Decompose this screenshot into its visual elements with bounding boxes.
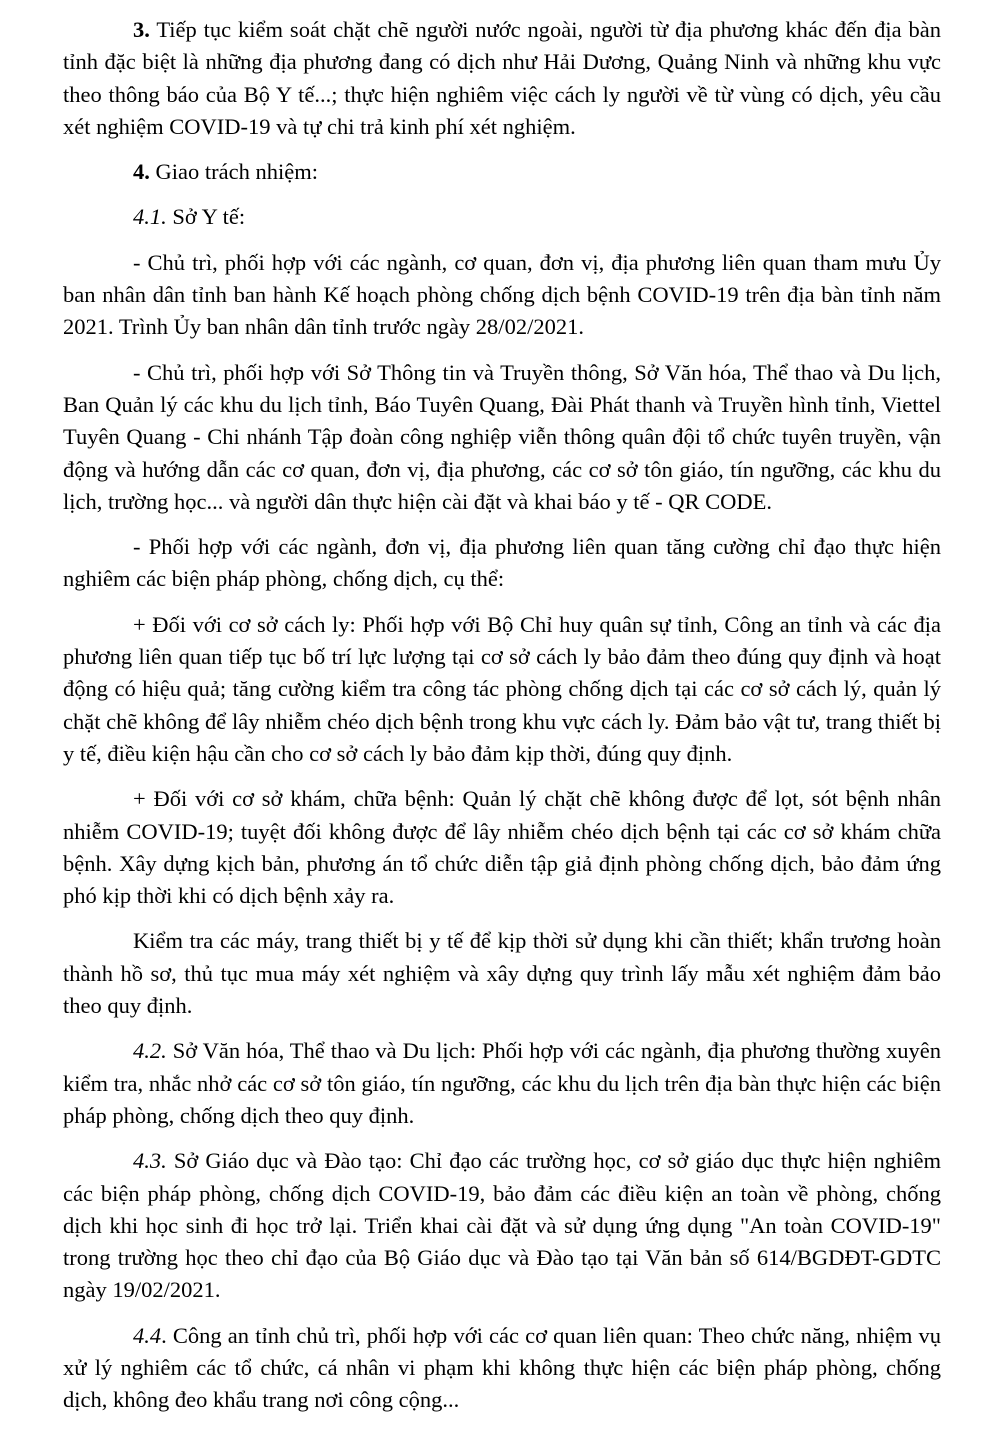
paragraph-item-coordinate xyxy=(63,531,941,596)
subsection-number: 4.1. xyxy=(133,204,167,230)
paragraph-item-isolation xyxy=(63,609,941,770)
paragraph-text: - Chủ trì, phối hợp với Sở Thông tin và Truyền thông, Sở Văn hóa, Thể thao và Du lịch, Ban Quản lý các khu du lịch tỉnh, Báo Tuyên Quang, Đài Phát thanh và Truyền hình tỉnh, Viettel Tuyên Quang - Chi nhánh Tập đoàn công nghiệp viễn thông quân đội tổ chức tuyên truyền, vận động và hướng dẫn các cơ quan, đơn vị, địa phương, các cơ sở tôn giáo, tín ngưỡng, các khu du lịch, trường học... và người dân thực hiện cài đặt và khai báo y tế - QR CODE. xyxy=(63,359,941,514)
paragraph-text: Sở Y tế: xyxy=(166,204,246,230)
paragraph-text: Tiếp tục kiểm soát chặt chẽ người nước ngoài, người từ địa phương khác đến địa bàn tỉnh đặc biệt là những địa phương đang có dịch như Hải Dương, Quảng Ninh và những khu vực theo thông báo của Bộ Y tế...; thực hiện nghiêm việc cách ly người về từ vùng có dịch, yêu cầu xét nghiệm COVID-19 và tự chi trả kinh phí xét nghiệm. xyxy=(63,17,941,139)
paragraph-item-medical-facility xyxy=(63,783,941,912)
paragraph-item-equipment xyxy=(63,925,941,1022)
paragraph-text: + Đối với cơ sở cách ly: Phối hợp với Bộ Chỉ huy quân sự tỉnh, Công an tỉnh và các địa phương liên quan tiếp tục bố trí lực lượng tại cơ sở cách ly bảo đảm theo đúng quy định và hoạt động có hiệu quả; tăng cường kiểm tra công tác phòng chống dịch tại các cơ sở cách lý, quản lý chặt chẽ không để lây nhiễm chéo dịch bệnh trong khu vực cách ly. Đảm bảo vật tư, trang thiết bị y tế, điều kiện hậu cần cho cơ sở cách ly bảo đảm kịp thời, đúng quy định. xyxy=(63,611,941,766)
subsection-number: 4.3. xyxy=(133,1148,167,1174)
paragraph-subsection-4-4 xyxy=(63,1320,941,1417)
subsection-number: 4.4 xyxy=(133,1322,162,1348)
paragraph-subsection-4-3 xyxy=(63,1145,941,1306)
paragraph-section-4 xyxy=(63,156,941,188)
document-page xyxy=(63,14,941,1430)
paragraph-section-3 xyxy=(63,14,941,143)
section-number: 3. xyxy=(133,17,150,42)
paragraph-text: . Công an tỉnh chủ trì, phối hợp với các cơ quan liên quan: Theo chức năng, nhiệm vụ xử lý nghiêm các tổ chức, cá nhân vi phạm khi không thực hiện các biện pháp phòng, chống dịch, không đeo khẩu trang nơi công cộng... xyxy=(63,1322,941,1413)
paragraph-text: - Chủ trì, phối hợp với các ngành, cơ quan, đơn vị, địa phương liên quan tham mưu Ủy ban nhân dân tỉnh ban hành Kế hoạch phòng chống dịch bệnh COVID-19 trên địa bàn tỉnh năm 2021. Trình Ủy ban nhân dân tỉnh trước ngày 28/02/2021. xyxy=(63,249,941,340)
paragraph-text: Giao trách nhiệm: xyxy=(149,159,318,185)
paragraph-item-qr-code xyxy=(63,357,941,518)
paragraph-item-plan xyxy=(63,247,941,344)
paragraph-text: - Phối hợp với các ngành, đơn vị, địa phương liên quan tăng cường chỉ đạo thực hiện nghiêm các biện pháp phòng, chống dịch, cụ thể: xyxy=(63,534,941,592)
paragraph-text: Kiểm tra các máy, trang thiết bị y tế để kịp thời sử dụng khi cần thiết; khẩn trương hoàn thành hồ sơ, thủ tục mua máy xét nghiệm và xây dựng quy trình lấy mẫu xét nghiệm đảm bảo theo quy định. xyxy=(63,928,941,1019)
section-number: 4. xyxy=(133,159,150,185)
paragraph-text: Sở Giáo dục và Đào tạo: Chỉ đạo các trường học, cơ sở giáo dục thực hiện nghiêm các biện pháp phòng, chống dịch COVID-19, bảo đảm các điều kiện an toàn về phòng, chống dịch khi học sinh đi học trở lại. Triển khai cài đặt và sử dụng ứng dụng "An toàn COVID-19" trong trường học theo chỉ đạo của Bộ Giáo dục và Đào tạo tại Văn bản số 614/BGDĐT-GDTC ngày 19/02/2021. xyxy=(63,1148,941,1303)
subsection-number: 4.2. xyxy=(133,1038,167,1064)
paragraph-subsection-4-1 xyxy=(63,201,941,233)
paragraph-subsection-4-2 xyxy=(63,1035,941,1132)
paragraph-text: + Đối với cơ sở khám, chữa bệnh: Quản lý chặt chẽ không được để lọt, sót bệnh nhân nhiễm COVID-19; tuyệt đối không được để lây nhiễm chéo dịch bệnh tại các cơ sở khám chữa bệnh. Xây dựng kịch bản, phương án tổ chức diễn tập giả định phòng chống dịch, bảo đảm ứng phó kịp thời khi có dịch bệnh xảy ra. xyxy=(63,786,941,909)
paragraph-text: Sở Văn hóa, Thể thao và Du lịch: Phối hợp với các ngành, địa phương thường xuyên kiểm tra, nhắc nhở các cơ sở tôn giáo, tín ngưỡng, các khu du lịch trên địa bàn thực hiện các biện pháp phòng, chống dịch theo quy định. xyxy=(63,1038,941,1128)
